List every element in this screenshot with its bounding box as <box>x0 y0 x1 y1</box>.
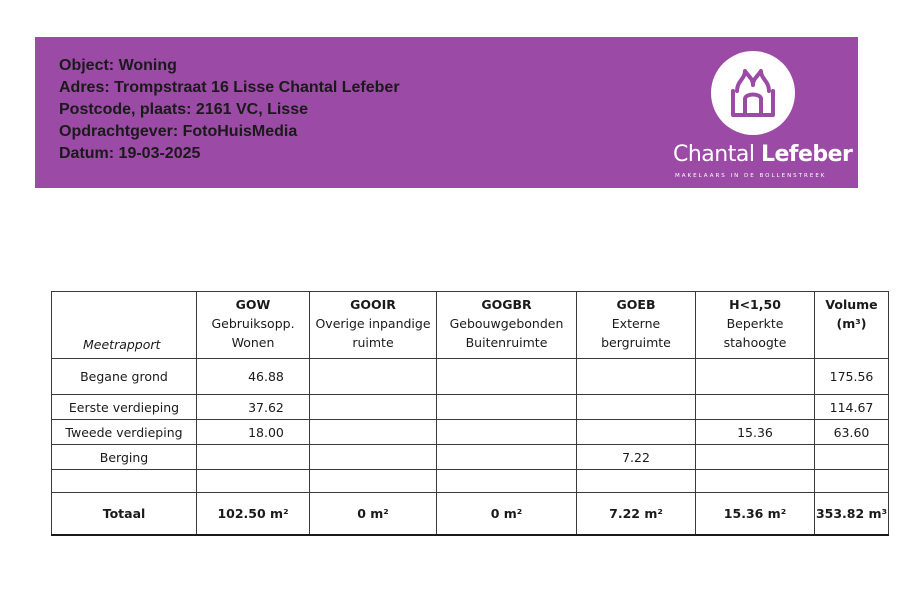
row-label: Begane grond <box>52 359 197 395</box>
cell-gow <box>197 445 310 470</box>
column-desc: bergruimte <box>601 335 671 350</box>
cell-goeb <box>577 420 696 445</box>
table-title: Meetrapport <box>52 292 197 359</box>
cell-gooir <box>310 395 437 420</box>
cell-volume: 114.67 <box>815 395 889 420</box>
client-line: Opdrachtgever: FotoHuisMedia <box>59 123 298 140</box>
table-header-row <box>52 292 889 359</box>
cell-gow <box>197 470 310 493</box>
cell-goeb <box>577 470 696 493</box>
cell-gooir <box>310 445 437 470</box>
total-label: Totaal <box>52 493 197 536</box>
cell-gogbr <box>437 359 577 395</box>
address-line: Adres: Trompstraat 16 Lisse Chantal Lefeber <box>59 79 400 96</box>
column-desc: ruimte <box>352 335 394 350</box>
date-line: Datum: 19-03-2025 <box>59 145 201 162</box>
table-row <box>52 470 889 493</box>
column-header-gow <box>197 292 310 359</box>
column-desc: Gebouwgebonden <box>449 316 564 331</box>
row-label: Berging <box>52 445 197 470</box>
row-label: Eerste verdieping <box>52 395 197 420</box>
column-code: H<1,50 <box>729 297 781 312</box>
column-desc: Buitenruimte <box>465 335 548 350</box>
column-desc: Beperkte <box>726 316 784 331</box>
total-volume: 353.82 m³ <box>815 493 889 536</box>
cell-gogbr <box>437 445 577 470</box>
object-line: Object: Woning <box>59 57 177 74</box>
cell-h150 <box>696 359 815 395</box>
total-gooir: 0 m² <box>310 493 437 536</box>
cell-h150: 15.36 <box>696 420 815 445</box>
column-header-volume <box>815 292 889 359</box>
company-logo <box>673 51 853 181</box>
cell-h150 <box>696 470 815 493</box>
total-goeb: 7.22 m² <box>577 493 696 536</box>
cell-h150 <box>696 395 815 420</box>
total-gogbr: 0 m² <box>437 493 577 536</box>
cell-h150 <box>696 445 815 470</box>
cell-volume: 63.60 <box>815 420 889 445</box>
column-header-h150 <box>696 292 815 359</box>
cell-gooir <box>310 359 437 395</box>
column-desc: Overige inpandige <box>315 316 431 331</box>
cell-gow: 37.62 <box>197 395 310 420</box>
brand-tagline: MAKELAARS IN DE BOLLENSTREEK <box>675 173 827 179</box>
column-code: Volume <box>825 297 878 312</box>
cell-gooir <box>310 420 437 445</box>
column-desc: (m³) <box>836 316 867 331</box>
cell-goeb: 7.22 <box>577 445 696 470</box>
total-h150: 15.36 m² <box>696 493 815 536</box>
column-header-goeb <box>577 292 696 359</box>
table-row <box>52 445 889 470</box>
column-code: GOEB <box>616 297 656 312</box>
column-header-gooir <box>310 292 437 359</box>
cell-volume <box>815 470 889 493</box>
total-gow: 102.50 m² <box>197 493 310 536</box>
cell-gooir <box>310 470 437 493</box>
total-row <box>52 493 889 536</box>
column-header-gogbr <box>437 292 577 359</box>
cell-goeb <box>577 359 696 395</box>
cell-gogbr <box>437 420 577 445</box>
row-label: Tweede verdieping <box>52 420 197 445</box>
column-code: GOOIR <box>350 297 396 312</box>
measurement-table <box>51 291 889 536</box>
cell-gogbr <box>437 395 577 420</box>
column-desc: Gebruiksopp. <box>211 316 295 331</box>
cell-gogbr <box>437 470 577 493</box>
header-banner <box>35 37 858 188</box>
column-desc: Wonen <box>231 335 275 350</box>
cell-gow: 46.88 <box>197 359 310 395</box>
table-row <box>52 420 889 445</box>
cell-gow: 18.00 <box>197 420 310 445</box>
table-row <box>52 359 889 395</box>
brand-name-bold: Lefeber <box>760 142 853 167</box>
object-info <box>59 55 400 165</box>
postcode-line: Postcode, plaats: 2161 VC, Lisse <box>59 101 308 118</box>
cell-volume <box>815 445 889 470</box>
brand-name-light: Chantal <box>673 142 761 167</box>
cell-goeb <box>577 395 696 420</box>
tulip-house-icon <box>711 51 795 135</box>
cell-volume: 175.56 <box>815 359 889 395</box>
row-label <box>52 470 197 493</box>
brand-name <box>673 142 853 167</box>
table-row <box>52 395 889 420</box>
column-desc: Externe <box>611 316 661 331</box>
column-code: GOGBR <box>481 297 532 312</box>
column-code: GOW <box>235 297 271 312</box>
column-desc: stahoogte <box>723 335 787 350</box>
